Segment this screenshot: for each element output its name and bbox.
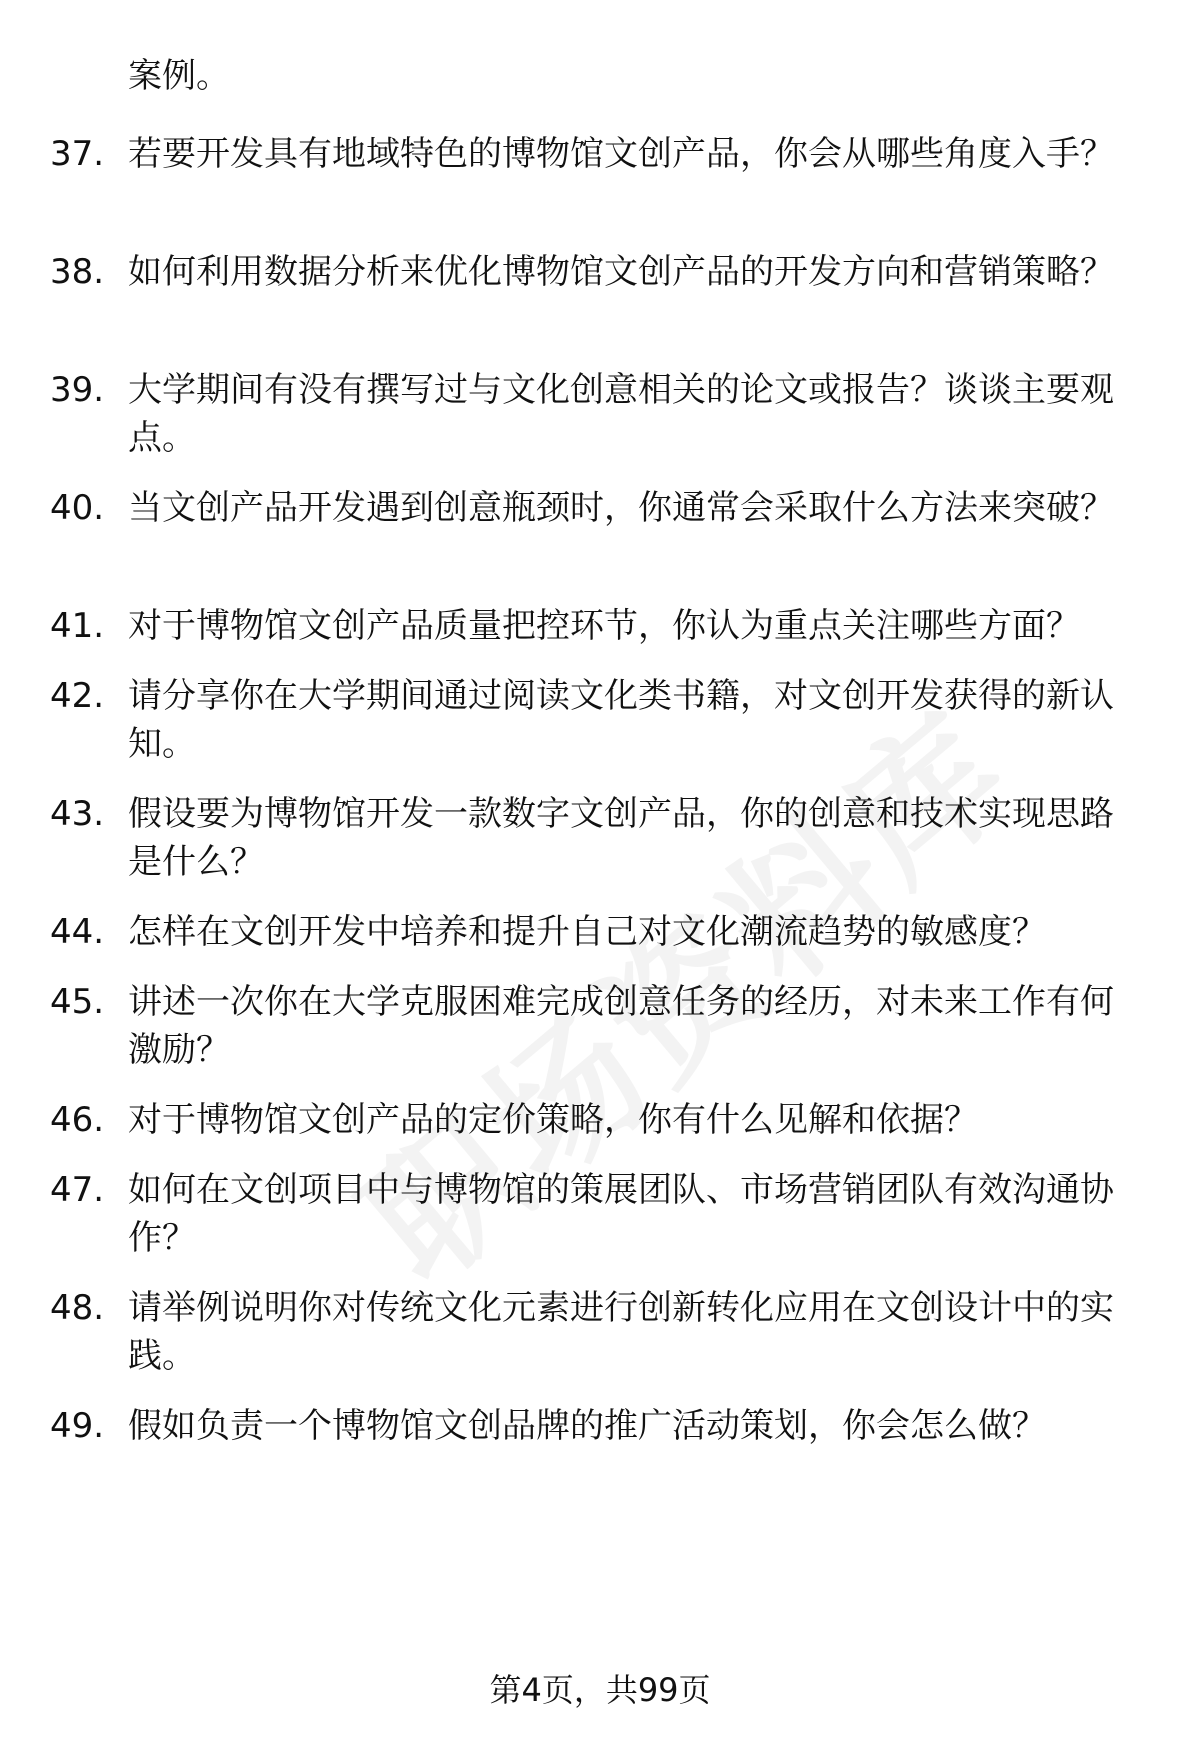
question-text: 大学期间有没有撰写过与文化创意相关的论文或报告？谈谈主要观点。 (128, 370, 1114, 458)
question-text: 讲述一次你在大学克服困难完成创意任务的经历，对未来工作有何激励？ (128, 982, 1114, 1070)
question-number: 41. (50, 606, 105, 646)
question-number: 38. (50, 252, 105, 292)
continuation-text: 案例。 (128, 56, 230, 96)
question-text: 怎样在文创开发中培养和提升自己对文化潮流趋势的敏感度？ (128, 912, 1046, 952)
question-number: 43. (50, 794, 105, 834)
question-text: 对于博物馆文创产品质量把控环节，你认为重点关注哪些方面？ (128, 606, 1080, 646)
question-text: 如何在文创项目中与博物馆的策展团队、市场营销团队有效沟通协作？ (128, 1170, 1114, 1258)
page-footer: 第4页，共99页 (489, 1671, 711, 1709)
question-text: 假设要为博物馆开发一款数字文创产品，你的创意和技术实现思路是什么？ (128, 794, 1114, 882)
question-number: 44. (50, 912, 105, 952)
question-number: 45. (50, 982, 105, 1022)
question-number: 39. (50, 370, 105, 410)
question-text: 请分享你在大学期间通过阅读文化类书籍，对文创开发获得的新认知。 (128, 676, 1114, 764)
question-text: 对于博物馆文创产品的定价策略，你有什么见解和依据？ (128, 1100, 978, 1140)
question-text: 假如负责一个博物馆文创品牌的推广活动策划，你会怎么做？ (128, 1406, 1046, 1446)
question-number: 49. (50, 1406, 105, 1446)
question-number: 48. (50, 1288, 105, 1328)
question-number: 46. (50, 1100, 105, 1140)
question-text: 若要开发具有地域特色的博物馆文创产品，你会从哪些角度入手？ (128, 134, 1114, 174)
question-text: 请举例说明你对传统文化元素进行创新转化应用在文创设计中的实践。 (128, 1288, 1114, 1376)
question-number: 40. (50, 488, 105, 528)
question-text: 当文创产品开发遇到创意瓶颈时，你通常会采取什么方法来突破？ (128, 488, 1114, 528)
question-text: 如何利用数据分析来优化博物馆文创产品的开发方向和营销策略？ (128, 252, 1114, 292)
question-number: 47. (50, 1170, 105, 1210)
question-number: 37. (50, 134, 105, 174)
question-number: 42. (50, 676, 105, 716)
